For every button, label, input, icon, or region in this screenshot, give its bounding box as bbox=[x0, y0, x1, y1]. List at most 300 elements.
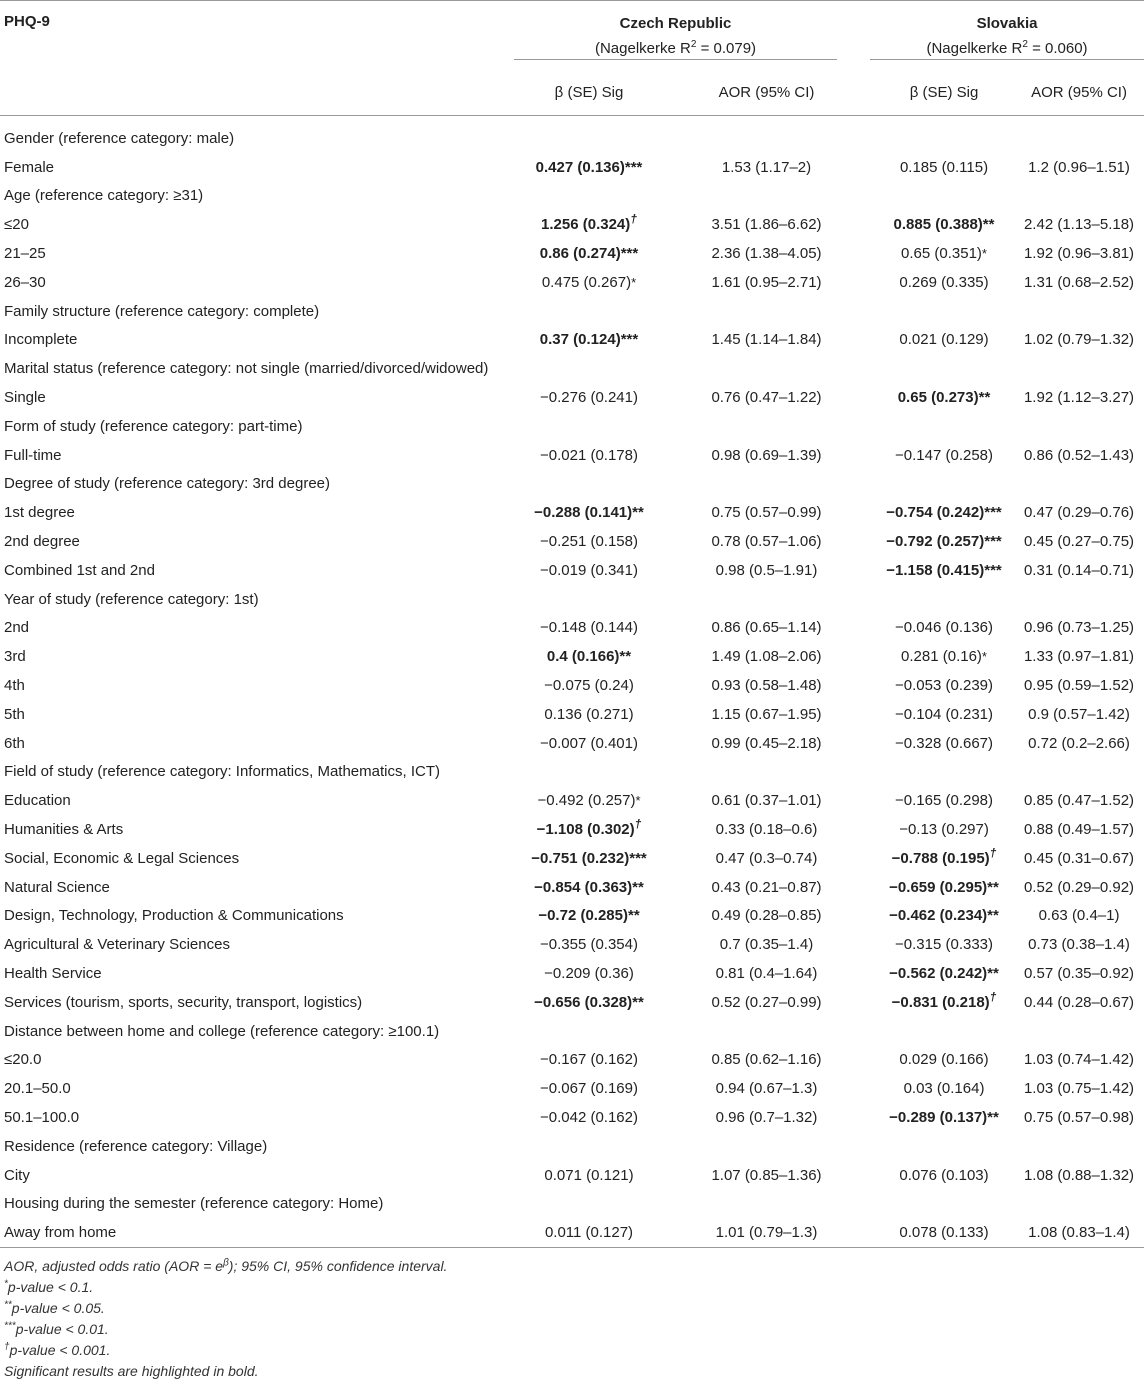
sk-aor-cell: 1.92 (1.12–3.27) bbox=[1023, 389, 1135, 407]
cz-beta-cell: −0.148 (0.144) bbox=[540, 619, 638, 637]
table-row bbox=[0, 902, 1144, 931]
table-row bbox=[0, 527, 1144, 556]
empty-cell bbox=[874, 182, 1014, 211]
significance-mark: *** bbox=[620, 245, 639, 263]
cz-beta-cell: −0.276 (0.241) bbox=[540, 389, 638, 407]
significance-mark: * bbox=[631, 274, 637, 290]
spacer-cell bbox=[849, 527, 874, 556]
spacer-cell bbox=[849, 441, 874, 470]
cz-beta-cell: −0.167 (0.162) bbox=[540, 1051, 638, 1069]
empty-cell bbox=[684, 1132, 849, 1161]
sk-aor-cell: 0.96 (0.73–1.25) bbox=[1023, 619, 1135, 637]
empty-cell bbox=[664, 1132, 684, 1161]
empty-cell bbox=[514, 1189, 664, 1218]
group-r2: (Nagelkerke $R^2 = 0.060$) bbox=[926, 39, 1088, 57]
empty-cell bbox=[664, 297, 684, 326]
empty-cell bbox=[849, 297, 874, 326]
sk-aor-cell: 0.9 (0.57–1.42) bbox=[1028, 705, 1130, 723]
sk-beta-cell: −0.659 (0.295)** bbox=[889, 878, 999, 896]
footnote-p4: †p-value < 0.001. bbox=[4, 1341, 111, 1359]
spacer-cell bbox=[849, 902, 874, 931]
spacer-cell bbox=[849, 844, 874, 873]
cz-aor-cell: 0.78 (0.57–1.06) bbox=[711, 533, 822, 551]
row-label: Social, Economic & Legal Sciences bbox=[4, 849, 240, 867]
table-row bbox=[0, 1161, 1144, 1190]
spacer-cell bbox=[849, 1218, 874, 1247]
spacer-cell bbox=[664, 873, 684, 902]
empty-cell bbox=[874, 354, 1014, 383]
table-row bbox=[0, 153, 1144, 182]
cz-aor-cell: 1.45 (1.14–1.84) bbox=[711, 331, 822, 349]
empty-cell bbox=[664, 116, 684, 153]
empty-cell bbox=[514, 116, 664, 153]
table-row bbox=[0, 959, 1144, 988]
category-label: Distance between home and college (reference category: ≥100.1) bbox=[4, 1022, 440, 1040]
category-label: Form of study (reference category: part-time) bbox=[4, 417, 303, 435]
empty-cell bbox=[1014, 758, 1144, 787]
sk-aor-cell: 0.44 (0.28–0.67) bbox=[1023, 993, 1135, 1011]
empty-cell bbox=[664, 1017, 684, 1046]
spacer-cell bbox=[664, 1161, 684, 1190]
spacer-cell bbox=[664, 988, 684, 1017]
spacer-cell bbox=[664, 326, 684, 355]
row-label: ≤20 bbox=[4, 216, 29, 234]
empty-cell bbox=[514, 1132, 664, 1161]
sk-beta-cell: 0.65 (0.273)** bbox=[897, 389, 991, 407]
cz-aor-cell: 3.51 (1.86–6.62) bbox=[711, 216, 822, 234]
cz-beta-cell: −0.075 (0.24) bbox=[544, 677, 634, 695]
sk-beta-cell: −0.104 (0.231) bbox=[895, 705, 994, 723]
cz-aor-cell: 0.81 (0.4–1.64) bbox=[715, 965, 818, 982]
category-label: Age (reference category: ≥31) bbox=[4, 187, 204, 205]
table-row bbox=[0, 441, 1144, 470]
spacer-cell bbox=[664, 441, 684, 470]
spacer-cell bbox=[664, 498, 684, 527]
row-label: 6th bbox=[4, 734, 25, 752]
row-label: Away from home bbox=[0, 1218, 514, 1247]
spacer-cell bbox=[849, 153, 874, 182]
significance-mark: ** bbox=[987, 1108, 999, 1126]
cz-aor-cell: 1.61 (0.95–2.71) bbox=[711, 273, 822, 291]
sk-beta-cell: −0.165 (0.298) bbox=[895, 792, 994, 810]
cz-aor-cell: 2.36 (1.38–4.05) bbox=[711, 245, 822, 263]
empty-cell bbox=[684, 354, 849, 383]
table-row bbox=[0, 1103, 1144, 1132]
sk-aor-cell: 0.31 (0.14–0.71) bbox=[1023, 561, 1135, 579]
empty-cell bbox=[684, 297, 849, 326]
empty-cell bbox=[849, 470, 874, 499]
sk-beta-cell: −0.328 (0.667) bbox=[895, 734, 994, 752]
empty-cell bbox=[664, 354, 684, 383]
table-row bbox=[0, 671, 1144, 700]
empty-cell bbox=[849, 1017, 874, 1046]
spacer-cell bbox=[664, 844, 684, 873]
spacer-cell bbox=[664, 153, 684, 182]
empty-cell bbox=[849, 116, 874, 153]
spacer-cell bbox=[849, 1046, 874, 1075]
sk-beta-cell: 0.029 (0.166) bbox=[899, 1051, 989, 1069]
cz-aor-cell: 1.53 (1.17–2) bbox=[721, 158, 812, 176]
spacer-cell bbox=[849, 959, 874, 988]
table-row bbox=[0, 844, 1144, 873]
row-label: 4th bbox=[4, 677, 25, 695]
sk-beta-cell: −0.147 (0.258) bbox=[895, 446, 994, 464]
table-row bbox=[0, 873, 1144, 902]
sk-aor-cell: 1.08 (0.88–1.32) bbox=[1023, 1166, 1135, 1184]
table-row bbox=[0, 326, 1144, 355]
sk-aor-cell: 0.47 (0.29–0.76) bbox=[1023, 504, 1135, 522]
cz-aor-cell: 1.01 (0.79–1.3) bbox=[684, 1218, 849, 1247]
cz-aor-cell: 0.49 (0.28–0.85) bbox=[711, 907, 822, 925]
empty-cell bbox=[1014, 1132, 1144, 1161]
row-label: Agricultural & Veterinary Sciences bbox=[4, 936, 230, 954]
table-row bbox=[0, 383, 1144, 412]
cz-beta-cell: −0.251 (0.158) bbox=[540, 533, 638, 551]
col-header-sk-aor: AOR (95% CI) bbox=[1031, 83, 1127, 101]
spacer-cell bbox=[849, 1074, 874, 1103]
row-label: Incomplete bbox=[4, 331, 78, 349]
category-label: Marital status (reference category: not single (married/divorced/widowed) bbox=[4, 360, 489, 378]
spacer-cell bbox=[664, 700, 684, 729]
footnote-bold: Significant results are highlighted in bold. bbox=[4, 1363, 259, 1380]
spacer-cell bbox=[664, 556, 684, 585]
spacer-cell bbox=[849, 815, 874, 844]
table-row bbox=[0, 815, 1144, 844]
sk-beta-cell: 0.076 (0.103) bbox=[899, 1166, 989, 1184]
sk-aor-cell: 1.03 (0.74–1.42) bbox=[1023, 1051, 1135, 1069]
row-label: Services (tourism, sports, security, transport, logistics) bbox=[4, 993, 363, 1011]
cz-beta-cell: −0.72 (0.285)** bbox=[538, 907, 640, 925]
cz-beta-cell: 0.37 (0.124)*** bbox=[539, 331, 639, 349]
sk-aor-cell: 0.52 (0.29–0.92) bbox=[1023, 878, 1135, 896]
cz-beta-cell: −0.007 (0.401) bbox=[540, 734, 638, 752]
sk-beta-cell: 0.269 (0.335) bbox=[899, 273, 989, 291]
sk-beta-cell: 0.281 (0.16)* bbox=[901, 648, 987, 666]
significance-mark: ** bbox=[987, 965, 999, 982]
cz-aor-cell: 0.98 (0.69–1.39) bbox=[711, 446, 822, 464]
category-label: Family structure (reference category: complete) bbox=[4, 302, 320, 320]
empty-cell bbox=[1014, 585, 1144, 614]
significance-mark: *** bbox=[984, 504, 1002, 522]
spacer-cell bbox=[664, 959, 684, 988]
sk-beta-cell: 0.885 (0.388)** bbox=[893, 216, 995, 234]
spacer-cell bbox=[664, 268, 684, 297]
category-label: Housing during the semester (reference category: Home) bbox=[4, 1195, 384, 1213]
empty-cell bbox=[874, 1017, 1014, 1046]
table-row bbox=[0, 786, 1144, 815]
empty-cell bbox=[874, 297, 1014, 326]
cz-aor-cell: 0.52 (0.27–0.99) bbox=[711, 993, 822, 1011]
empty-cell bbox=[1014, 116, 1144, 153]
sk-aor-cell: 2.42 (1.13–5.18) bbox=[1023, 216, 1135, 234]
table-row bbox=[0, 1074, 1144, 1103]
empty-cell bbox=[684, 585, 849, 614]
cz-beta-cell: −0.492 (0.257)* bbox=[537, 792, 641, 810]
cz-beta-cell: −0.656 (0.328)** bbox=[534, 993, 644, 1011]
category-row bbox=[0, 1017, 1144, 1046]
table-row bbox=[0, 239, 1144, 268]
row-label: ≤20.0 bbox=[4, 1051, 42, 1069]
spacer-cell bbox=[664, 1218, 684, 1247]
sk-beta-cell: −0.831 (0.218)† bbox=[891, 989, 997, 1011]
empty-cell bbox=[514, 1017, 664, 1046]
empty-cell bbox=[849, 182, 874, 211]
category-row bbox=[0, 354, 1144, 383]
spacer-cell bbox=[849, 239, 874, 268]
sk-aor-cell: 1.33 (0.97–1.81) bbox=[1023, 648, 1135, 666]
sk-aor-cell: 0.85 (0.47–1.52) bbox=[1023, 792, 1135, 810]
cz-aor-cell: 0.85 (0.62–1.16) bbox=[711, 1051, 822, 1069]
row-label: Full-time bbox=[4, 446, 62, 464]
empty-cell bbox=[684, 470, 849, 499]
category-row bbox=[0, 412, 1144, 441]
sk-aor-cell: 0.75 (0.57–0.98) bbox=[1023, 1108, 1135, 1126]
significance-mark: † bbox=[989, 845, 997, 860]
cz-beta-cell: −0.854 (0.363)** bbox=[534, 878, 644, 896]
group-name: Slovakia bbox=[976, 15, 1038, 32]
sk-aor-cell: 0.45 (0.31–0.67) bbox=[1023, 849, 1135, 867]
significance-mark: * bbox=[981, 246, 987, 262]
empty-cell bbox=[874, 412, 1014, 441]
row-label: Combined 1st and 2nd bbox=[4, 561, 155, 579]
sk-aor-cell: 1.31 (0.68–2.52) bbox=[1023, 273, 1135, 291]
empty-cell bbox=[849, 1189, 874, 1218]
empty-cell bbox=[514, 297, 664, 326]
spacer-cell bbox=[849, 498, 874, 527]
cz-aor-cell: 0.7 (0.35–1.4) bbox=[719, 936, 814, 954]
footnote-p3: ***p-value < 0.01. bbox=[4, 1320, 109, 1338]
sk-beta-cell: −0.754 (0.242)*** bbox=[886, 504, 1002, 522]
row-label: 20.1–50.0 bbox=[4, 1080, 71, 1098]
cz-aor-cell: 1.15 (0.67–1.95) bbox=[711, 705, 822, 723]
significance-mark: † bbox=[989, 989, 997, 1004]
sk-beta-cell: −0.053 (0.239) bbox=[895, 677, 994, 695]
category-label: Degree of study (reference category: 3rd degree) bbox=[4, 475, 331, 493]
category-row bbox=[0, 1132, 1144, 1161]
empty-cell bbox=[684, 1189, 849, 1218]
row-label: Humanities & Arts bbox=[4, 821, 124, 839]
col-header-cz-aor: AOR (95% CI) bbox=[718, 83, 815, 101]
category-row bbox=[0, 116, 1144, 153]
significance-mark: *** bbox=[620, 331, 639, 349]
group-r2: (Nagelkerke $R^2 = 0.079$) bbox=[594, 39, 757, 57]
empty-cell bbox=[514, 470, 664, 499]
significance-mark: ** bbox=[978, 389, 991, 407]
spacer-cell bbox=[849, 1103, 874, 1132]
significance-mark: ** bbox=[987, 878, 999, 896]
spacer-cell bbox=[664, 383, 684, 412]
category-label: Residence (reference category: Village) bbox=[4, 1137, 268, 1155]
table-row bbox=[0, 268, 1144, 297]
empty-cell bbox=[1014, 182, 1144, 211]
footnote-p1: *p-value < 0.1. bbox=[4, 1278, 94, 1296]
row-label: Health Service bbox=[4, 965, 102, 982]
significance-mark: *** bbox=[629, 849, 647, 867]
cz-beta-cell: 0.86 (0.274)*** bbox=[539, 245, 639, 263]
sk-aor-cell: 0.86 (0.52–1.43) bbox=[1023, 446, 1135, 464]
spacer-cell bbox=[849, 729, 874, 758]
category-row bbox=[0, 585, 1144, 614]
empty-cell bbox=[1014, 1189, 1144, 1218]
sk-aor-cell: 1.03 (0.75–1.42) bbox=[1023, 1080, 1135, 1098]
row-label: Natural Science bbox=[4, 878, 110, 896]
sk-beta-cell: −0.562 (0.242)** bbox=[889, 965, 999, 982]
category-row bbox=[0, 297, 1144, 326]
sk-aor-cell: 0.88 (0.49–1.57) bbox=[1023, 821, 1135, 839]
spacer-cell bbox=[664, 671, 684, 700]
table-footnotes bbox=[0, 1248, 1144, 1382]
spacer-cell bbox=[849, 786, 874, 815]
significance-mark: ** bbox=[632, 878, 644, 896]
significance-mark: ** bbox=[982, 216, 995, 234]
sk-beta-cell: −0.462 (0.234)** bbox=[889, 907, 999, 925]
empty-cell bbox=[664, 182, 684, 211]
table-title: PHQ-9 bbox=[4, 13, 50, 30]
row-label: 26–30 bbox=[4, 273, 46, 291]
significance-mark: * bbox=[635, 793, 641, 809]
significance-mark: ** bbox=[632, 993, 644, 1011]
cz-aor-cell: 0.98 (0.5–1.91) bbox=[715, 561, 818, 579]
sk-aor-cell: 1.2 (0.96–1.51) bbox=[1028, 158, 1130, 176]
cz-aor-cell: 1.07 (0.85–1.36) bbox=[711, 1166, 822, 1184]
significance-mark: * bbox=[981, 649, 987, 665]
table-header bbox=[0, 1, 1144, 116]
cz-beta-cell: 0.475 (0.267)* bbox=[541, 273, 637, 291]
sk-beta-cell: 0.021 (0.129) bbox=[899, 331, 989, 349]
significance-mark: *** bbox=[984, 533, 1002, 551]
sk-aor-cell: 0.45 (0.27–0.75) bbox=[1023, 533, 1135, 551]
spacer-cell bbox=[664, 930, 684, 959]
table-row bbox=[0, 1218, 1144, 1247]
significance-mark: † bbox=[634, 817, 642, 832]
row-label: Female bbox=[4, 158, 55, 176]
sk-beta-cell: 0.185 (0.115) bbox=[899, 158, 989, 176]
empty-cell bbox=[684, 412, 849, 441]
table-row bbox=[0, 210, 1144, 239]
spacer-cell bbox=[664, 210, 684, 239]
cz-beta-cell: −0.019 (0.341) bbox=[540, 561, 638, 579]
spacer-cell bbox=[664, 729, 684, 758]
empty-cell bbox=[664, 470, 684, 499]
spacer-cell bbox=[664, 1074, 684, 1103]
cz-beta-cell: 0.427 (0.136)*** bbox=[535, 158, 643, 176]
cz-beta-cell: −0.021 (0.178) bbox=[540, 446, 638, 464]
empty-cell bbox=[849, 354, 874, 383]
cz-aor-cell: 0.96 (0.7–1.32) bbox=[715, 1108, 818, 1126]
table-row bbox=[0, 700, 1144, 729]
sk-beta-cell: 0.03 (0.164) bbox=[903, 1080, 985, 1098]
cz-beta-cell: −0.042 (0.162) bbox=[540, 1108, 638, 1126]
empty-cell bbox=[874, 116, 1014, 153]
category-row bbox=[0, 470, 1144, 499]
spacer-cell bbox=[664, 902, 684, 931]
spacer-cell bbox=[849, 326, 874, 355]
row-label: 3rd bbox=[4, 648, 26, 666]
group-header-slovakia bbox=[874, 1, 1144, 72]
spacer-cell bbox=[849, 930, 874, 959]
cz-beta-cell: −0.067 (0.169) bbox=[540, 1080, 638, 1098]
empty-cell bbox=[514, 182, 664, 211]
category-row bbox=[0, 758, 1144, 787]
significance-mark: ** bbox=[632, 504, 644, 522]
significance-mark: *** bbox=[984, 561, 1002, 579]
spacer-cell bbox=[664, 786, 684, 815]
sk-beta-cell: −0.289 (0.137)** bbox=[889, 1108, 999, 1126]
sk-aor-cell: 0.63 (0.4–1) bbox=[1038, 907, 1120, 925]
cz-aor-cell: 0.93 (0.58–1.48) bbox=[711, 677, 822, 695]
empty-cell bbox=[684, 1017, 849, 1046]
row-label: 2nd degree bbox=[4, 533, 80, 551]
significance-mark: ** bbox=[627, 907, 640, 925]
row-label: 2nd bbox=[4, 619, 30, 637]
sk-beta-cell: −0.788 (0.195)† bbox=[891, 845, 997, 867]
empty-cell bbox=[849, 758, 874, 787]
row-label: Design, Technology, Production & Communications bbox=[4, 907, 344, 925]
sk-beta-cell: −1.158 (0.415)*** bbox=[886, 561, 1002, 579]
spacer-cell bbox=[849, 1161, 874, 1190]
sk-beta-cell: −0.315 (0.333) bbox=[895, 936, 994, 954]
empty-cell bbox=[514, 585, 664, 614]
spacer-cell bbox=[664, 614, 684, 643]
sk-aor-cell: 0.72 (0.2–2.66) bbox=[1028, 734, 1130, 752]
spacer-cell bbox=[664, 527, 684, 556]
significance-mark: ** bbox=[987, 907, 999, 925]
row-label: Single bbox=[4, 389, 46, 407]
table-body bbox=[0, 116, 1144, 1248]
empty-cell bbox=[664, 758, 684, 787]
empty-cell bbox=[1014, 470, 1144, 499]
footnote-aor: AOR, adjusted odds ratio $(AOR = e^\beta)$; 95% CI, 95% confidence interval. bbox=[4, 1257, 448, 1275]
cz-beta-cell: 0.136 (0.271) bbox=[544, 705, 634, 723]
spacer-cell bbox=[849, 642, 874, 671]
spacer-cell bbox=[664, 1046, 684, 1075]
col-header-sk-beta: β (SE) Sig bbox=[909, 83, 979, 101]
cz-aor-cell: 0.99 (0.45–2.18) bbox=[711, 734, 822, 752]
table-row bbox=[0, 556, 1144, 585]
empty-cell bbox=[684, 116, 849, 153]
table-row bbox=[0, 729, 1144, 758]
spacer-cell bbox=[849, 268, 874, 297]
group-header-czech bbox=[514, 1, 849, 72]
empty-cell bbox=[664, 585, 684, 614]
spacer-cell bbox=[849, 873, 874, 902]
spacer-cell bbox=[849, 614, 874, 643]
cz-beta-cell: −0.288 (0.141)** bbox=[534, 504, 644, 522]
category-label: Year of study (reference category: 1st) bbox=[4, 590, 259, 608]
cz-aor-cell: 0.94 (0.67–1.3) bbox=[715, 1080, 818, 1098]
spacer-cell bbox=[664, 815, 684, 844]
cz-beta-cell: 1.256 (0.324)† bbox=[541, 212, 637, 234]
sk-aor-cell: 1.08 (0.83–1.4) bbox=[1014, 1218, 1144, 1247]
table-row bbox=[0, 642, 1144, 671]
spacer-cell bbox=[664, 239, 684, 268]
row-label: Education bbox=[4, 792, 71, 810]
cz-beta-cell: 0.071 (0.121) bbox=[544, 1166, 634, 1184]
spacer-cell bbox=[849, 671, 874, 700]
cz-aor-cell: 0.86 (0.65–1.14) bbox=[711, 619, 822, 637]
col-header-cz-beta: β (SE) Sig bbox=[554, 83, 624, 101]
table-row bbox=[0, 614, 1144, 643]
cz-aor-cell: 1.49 (1.08–2.06) bbox=[711, 648, 822, 666]
cz-beta-cell: 0.4 (0.166)** bbox=[546, 648, 632, 666]
empty-cell bbox=[849, 585, 874, 614]
sk-beta-cell: −0.046 (0.136) bbox=[895, 619, 994, 637]
cz-aor-cell: 0.61 (0.37–1.01) bbox=[711, 792, 822, 810]
sk-beta-cell: −0.13 (0.297) bbox=[899, 821, 989, 839]
spacer-cell bbox=[849, 700, 874, 729]
row-label: 21–25 bbox=[4, 245, 46, 263]
empty-cell bbox=[684, 182, 849, 211]
